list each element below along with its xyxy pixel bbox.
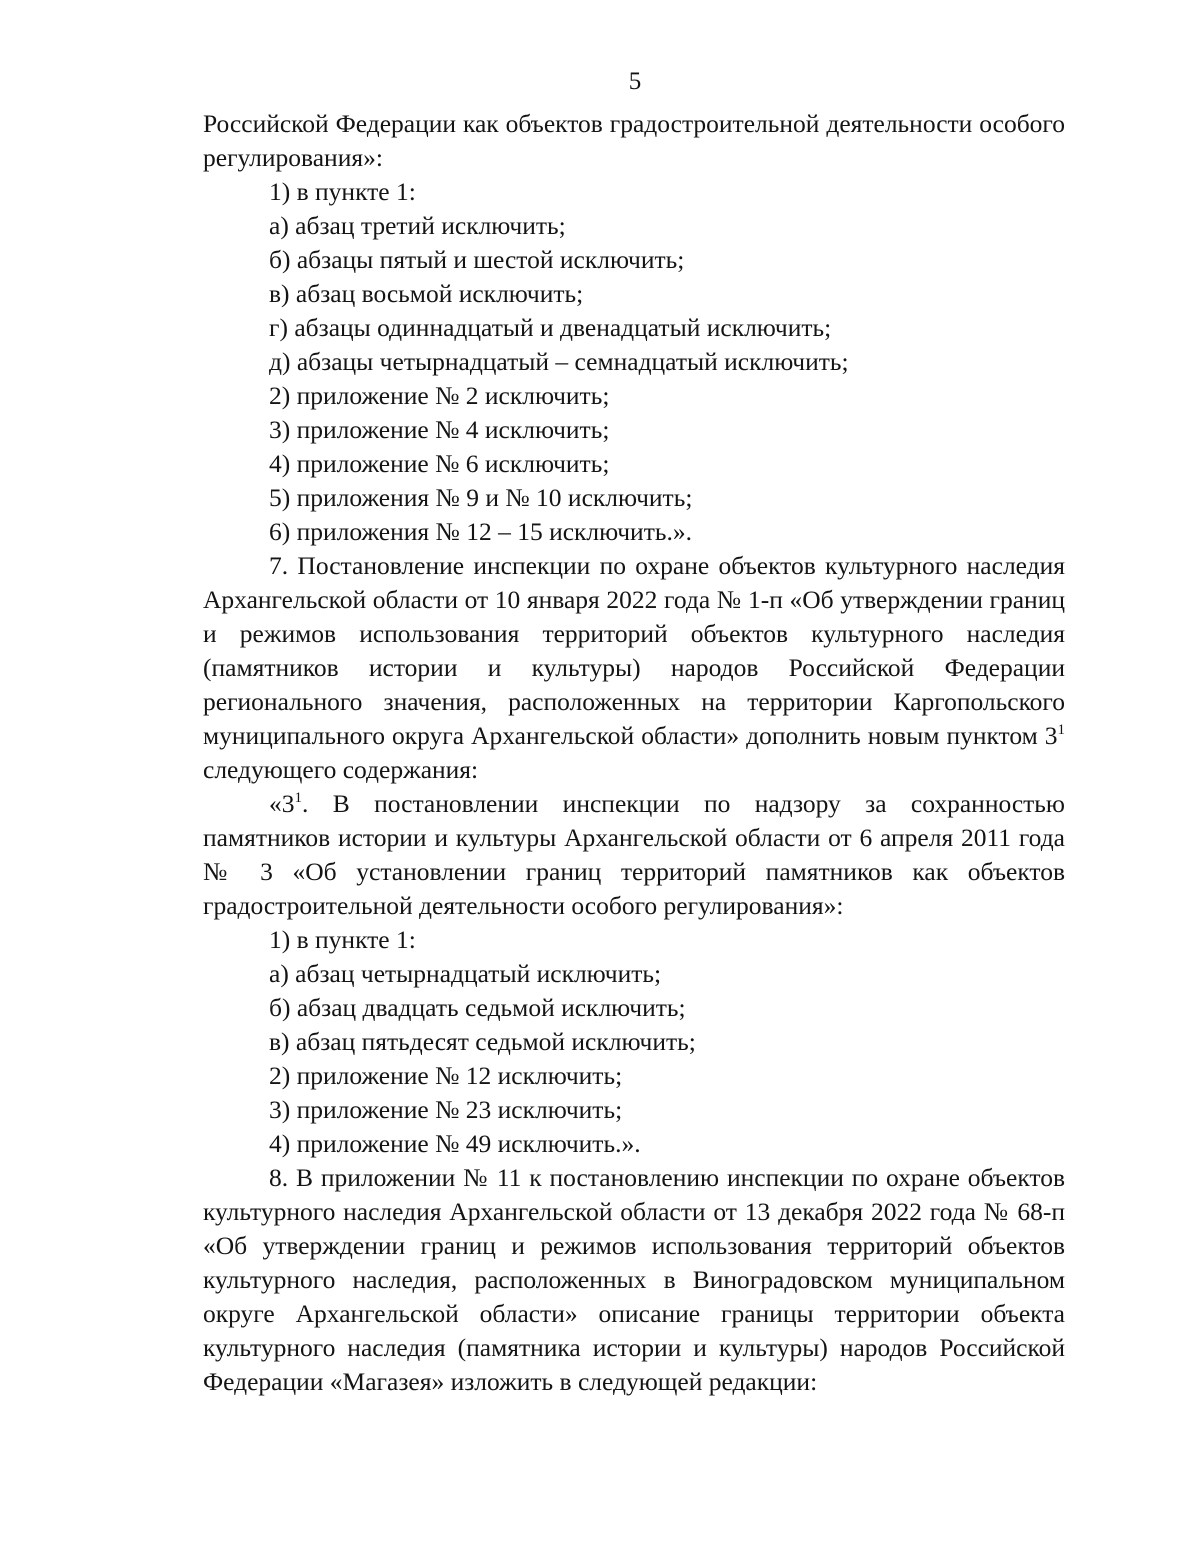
list-item: а) абзац третий исключить;	[269, 211, 566, 240]
point-superscript: 1	[1057, 722, 1066, 738]
list-item: 5) приложения № 9 и № 10 исключить;	[269, 483, 693, 512]
list-item: а) абзац четырнадцатый исключить;	[269, 959, 662, 988]
list-item: в) абзац пятьдесят седьмой исключить;	[269, 1027, 696, 1056]
quoted-point	[203, 787, 1065, 923]
list-item: 2) приложение № 12 исключить;	[269, 1061, 623, 1090]
list-item: 3) приложение № 23 исключить;	[269, 1095, 623, 1124]
list-item: б) абзацы пятый и шестой исключить;	[269, 245, 685, 274]
paragraph-7	[203, 549, 1065, 787]
quoted-point-superscript: 1	[294, 790, 302, 806]
quoted-point-open: «3	[269, 789, 295, 818]
list-item: 3) приложение № 4 исключить;	[269, 415, 610, 444]
page-number: 5	[628, 68, 642, 95]
paragraph-7-tail: следующего содержания:	[203, 755, 479, 784]
paragraph-8: 8. В приложении № 11 к постановлению инспекции по охране объектов культурного наследия Архангельской области от 13 декабря 2022 года № 68-п «Об утверждении границ и режимов использования территорий объектов культурного наследия, расположенных в Виноградовском муниципальном округе Архангельской области» описание границы территории объекта культурного наследия (памятника истории и культуры) народов Российской Федерации «Магазея» изложить в следующей редакции:	[203, 1163, 1065, 1396]
point-number: 3	[1044, 721, 1058, 750]
quoted-point-text: . В постановлении инспекции по надзору за сохранностью памятников истории и культуры Архангельской области от 6 апреля 2011 года № 3 «Об установлении границ территорий памятников как объектов градостроительной деятельности особого регулирования»:	[203, 789, 1065, 920]
list-item: 1) в пункте 1:	[269, 925, 416, 954]
list-item: 4) приложение № 49 исключить.».	[269, 1129, 641, 1158]
amendments-list-b	[203, 923, 1065, 1161]
list-item: б) абзац двадцать седьмой исключить;	[269, 993, 686, 1022]
paragraph-7-text: 7. Постановление инспекции по охране объектов культурного наследия Архангельской области от 10 января 2022 года № 1-п «Об утверждении границ и режимов использования территорий объектов культурного наследия (памятников истории и культуры) народов Российской Федерации регионального значения, расположенных на территории Каргопольского муниципального округа Архангельской области» дополнить новым пунктом	[203, 551, 1065, 750]
list-item: д) абзацы четырнадцатый – семнадцатый исключить;	[269, 347, 849, 376]
list-item: в) абзац восьмой исключить;	[269, 279, 584, 308]
list-item: 1) в пункте 1:	[269, 177, 416, 206]
list-item: 4) приложение № 6 исключить;	[269, 449, 610, 478]
list-item: 6) приложения № 12 – 15 исключить.».	[269, 517, 692, 546]
list-item: г) абзацы одиннадцатый и двенадцатый исключить;	[269, 313, 832, 342]
intro-paragraph: Российской Федерации как объектов градостроительной деятельности особого регулирования»:	[203, 109, 1065, 172]
amendments-list-a	[203, 175, 1065, 549]
document-body	[203, 107, 1065, 1399]
list-item: 2) приложение № 2 исключить;	[269, 381, 610, 410]
